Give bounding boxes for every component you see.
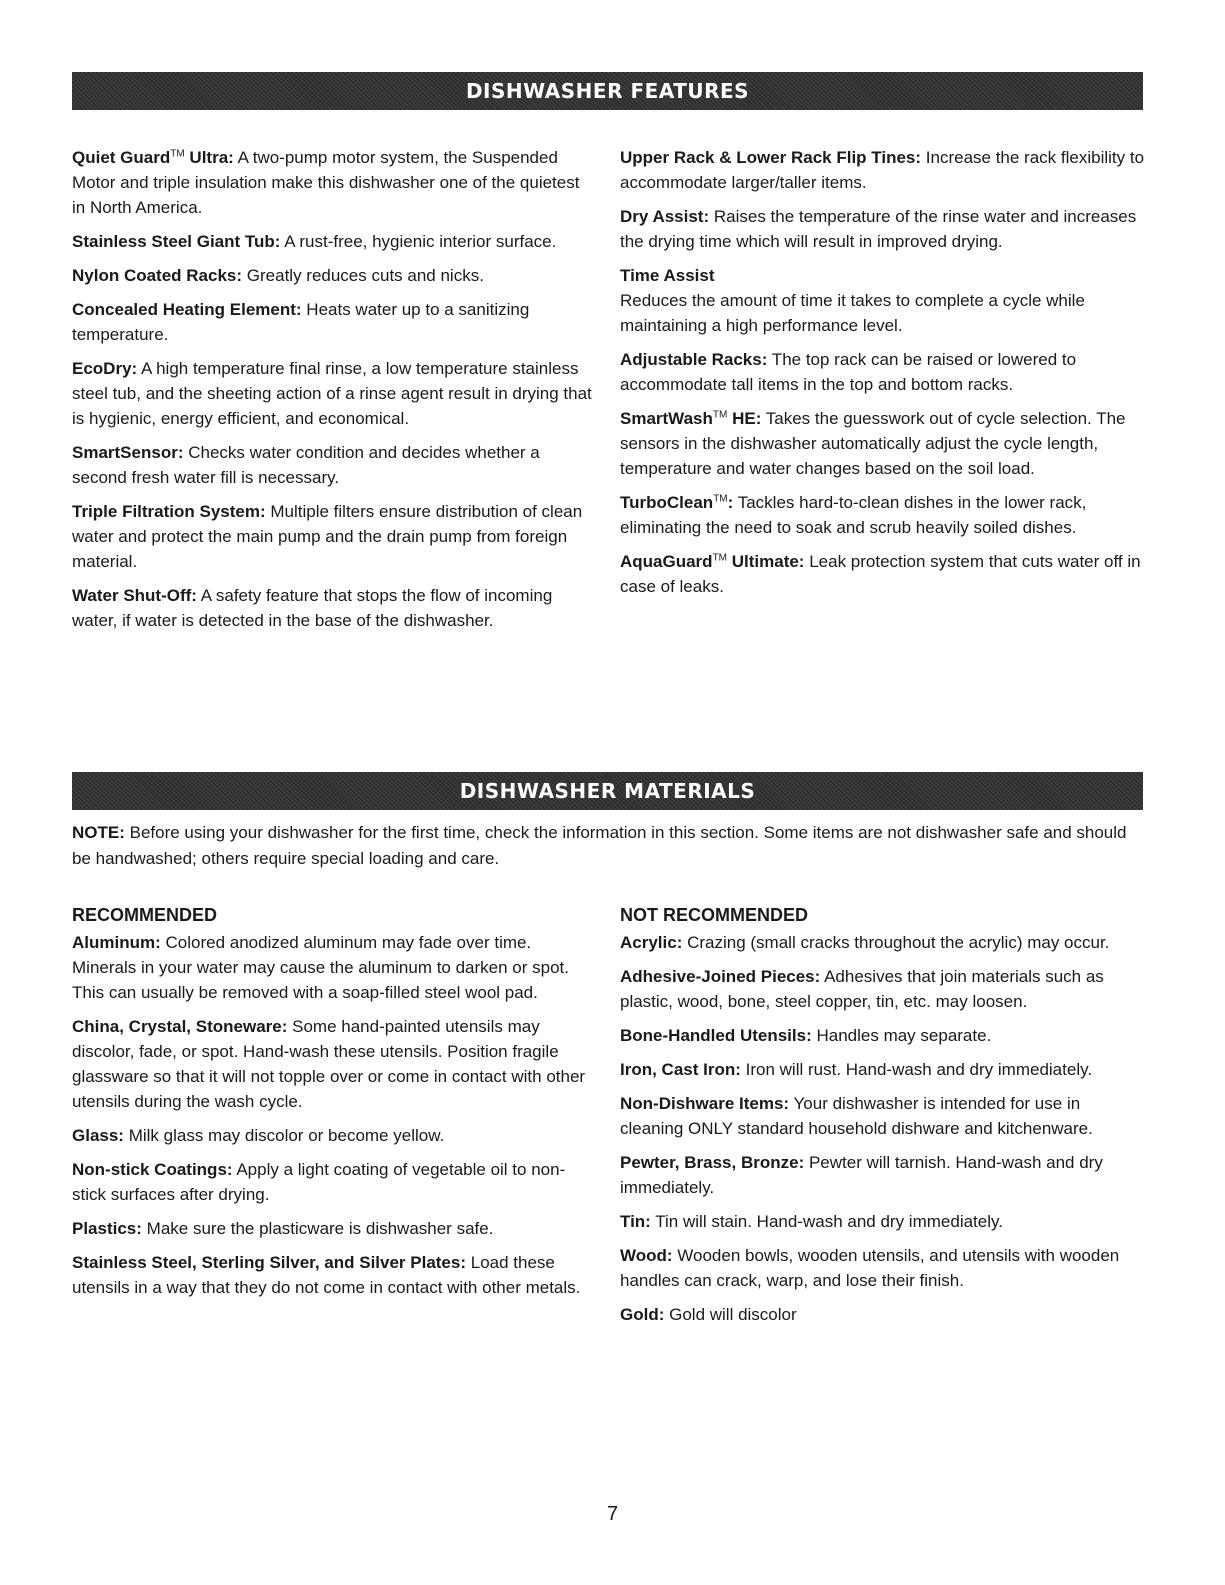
- material-item: Adhesive-Joined Pieces: Adhesives that join materials such as plastic, wood, bone, steel copper, tin, etc. may loosen.: [620, 967, 1104, 1011]
- material-item: Iron, Cast Iron: Iron will rust. Hand-wash and dry immediately.: [620, 1060, 1093, 1079]
- features-banner: [72, 72, 1143, 110]
- feature-item: Triple Filtration System: Multiple filters ensure distribution of clean water and protect the main pump and the drain pump from foreign material.: [72, 502, 583, 571]
- material-item: Wood: Wooden bowls, wooden utensils, and utensils with wooden handles can crack, warp, and lose their finish.: [620, 1246, 1120, 1290]
- material-item: Non-stick Coatings: Apply a light coating of vegetable oil to non-stick surfaces after drying.: [72, 1160, 566, 1204]
- feature-item: Quiet Guard™ Ultra: A two-pump motor system, the Suspended Motor and triple insulation make this dishwasher one of the quietest in North America.: [72, 148, 580, 217]
- feature-item: Time Assist Reduces the amount of time it takes to complete a cycle while maintaining a high performance level.: [620, 266, 1085, 335]
- recommended-column: [72, 903, 597, 1309]
- feature-item: SmartSensor: Checks water condition and decides whether a second fresh water fill is necessary.: [72, 443, 540, 487]
- material-item: Non-Dishware Items: Your dishwasher is intended for use in cleaning ONLY standard household dishware and kitchenware.: [620, 1094, 1093, 1138]
- materials-title: DISHWASHER MATERIALS: [459, 779, 756, 803]
- note-label: NOTE:: [72, 823, 125, 842]
- features-title: DISHWASHER FEATURES: [465, 79, 750, 103]
- feature-item: Concealed Heating Element: Heats water up to a sanitizing temperature.: [72, 300, 530, 344]
- materials-banner: [72, 772, 1143, 810]
- feature-item: AquaGuard™ Ultimate: Leak protection system that cuts water off in case of leaks.: [620, 552, 1141, 596]
- page-number: 7: [606, 1503, 619, 1525]
- feature-item: Water Shut-Off: A safety feature that stops the flow of incoming water, if water is detected in the base of the dishwasher.: [72, 586, 553, 630]
- material-item: Bone-Handled Utensils: Handles may separate.: [620, 1026, 992, 1045]
- material-item: Stainless Steel, Sterling Silver, and Silver Plates: Load these utensils in a way that they do not come in contact with other metals.: [72, 1253, 581, 1297]
- material-item: China, Crystal, Stoneware: Some hand-painted utensils may discolor, fade, or spot. Hand-wash these utensils. Position fragile glassware so that it will not topple over or come in contact with other utensils during the wash cycle.: [72, 1017, 586, 1111]
- feature-item: Upper Rack & Lower Rack Flip Tines: Increase the rack flexibility to accommodate larger/taller items.: [620, 148, 1145, 192]
- not-recommended-heading: NOT RECOMMENDED: [620, 905, 808, 925]
- note-paragraph: NOTE: Before using your dishwasher for the first time, check the information in this section. Some items are not dishwasher safe and should be handwashed; others require special loading and care.: [72, 823, 1127, 868]
- material-item: Acrylic: Crazing (small cracks throughout the acrylic) may occur.: [620, 933, 1110, 952]
- feature-item: Adjustable Racks: The top rack can be raised or lowered to accommodate tall items in the top and bottom racks.: [620, 350, 1077, 394]
- material-item: Pewter, Brass, Bronze: Pewter will tarnish. Hand-wash and dry immediately.: [620, 1153, 1103, 1197]
- features-right-column: [620, 145, 1145, 608]
- material-item: Glass: Milk glass may discolor or become yellow.: [72, 1126, 445, 1145]
- not-recommended-column: [620, 903, 1145, 1336]
- material-item: Plastics: Make sure the plasticware is dishwasher safe.: [72, 1219, 494, 1238]
- feature-item: TurboClean™: Tackles hard-to-clean dishes in the lower rack, eliminating the need to soak and scrub heavily soiled dishes.: [620, 493, 1087, 537]
- features-left-column: [72, 145, 592, 642]
- feature-item: Dry Assist: Raises the temperature of the rinse water and increases the drying time which will result in improved drying.: [620, 207, 1137, 251]
- feature-item: Stainless Steel Giant Tub: A rust-free, hygienic interior surface.: [72, 232, 557, 251]
- feature-item: Nylon Coated Racks: Greatly reduces cuts and nicks.: [72, 266, 484, 285]
- feature-item: EcoDry: A high temperature final rinse, a low temperature stainless steel tub, and the sheeting action of a rinse agent result in drying that is hygienic, energy efficient, and economical.: [72, 359, 592, 428]
- material-item: Aluminum: Colored anodized aluminum may fade over time. Minerals in your water may cause the aluminum to darken or spot. This can usually be removed with a soap-filled steel wool pad.: [72, 933, 570, 1002]
- material-item: Gold: Gold will discolor: [620, 1305, 797, 1324]
- feature-heading: Time Assist: [620, 266, 715, 285]
- recommended-heading: RECOMMENDED: [72, 905, 218, 925]
- material-item: Tin: Tin will stain. Hand-wash and dry immediately.: [620, 1212, 1003, 1231]
- feature-item: SmartWash™ HE: Takes the guesswork out of cycle selection. The sensors in the dishwasher automatically adjust the cycle length, temperature and water changes based on the soil load.: [620, 409, 1126, 478]
